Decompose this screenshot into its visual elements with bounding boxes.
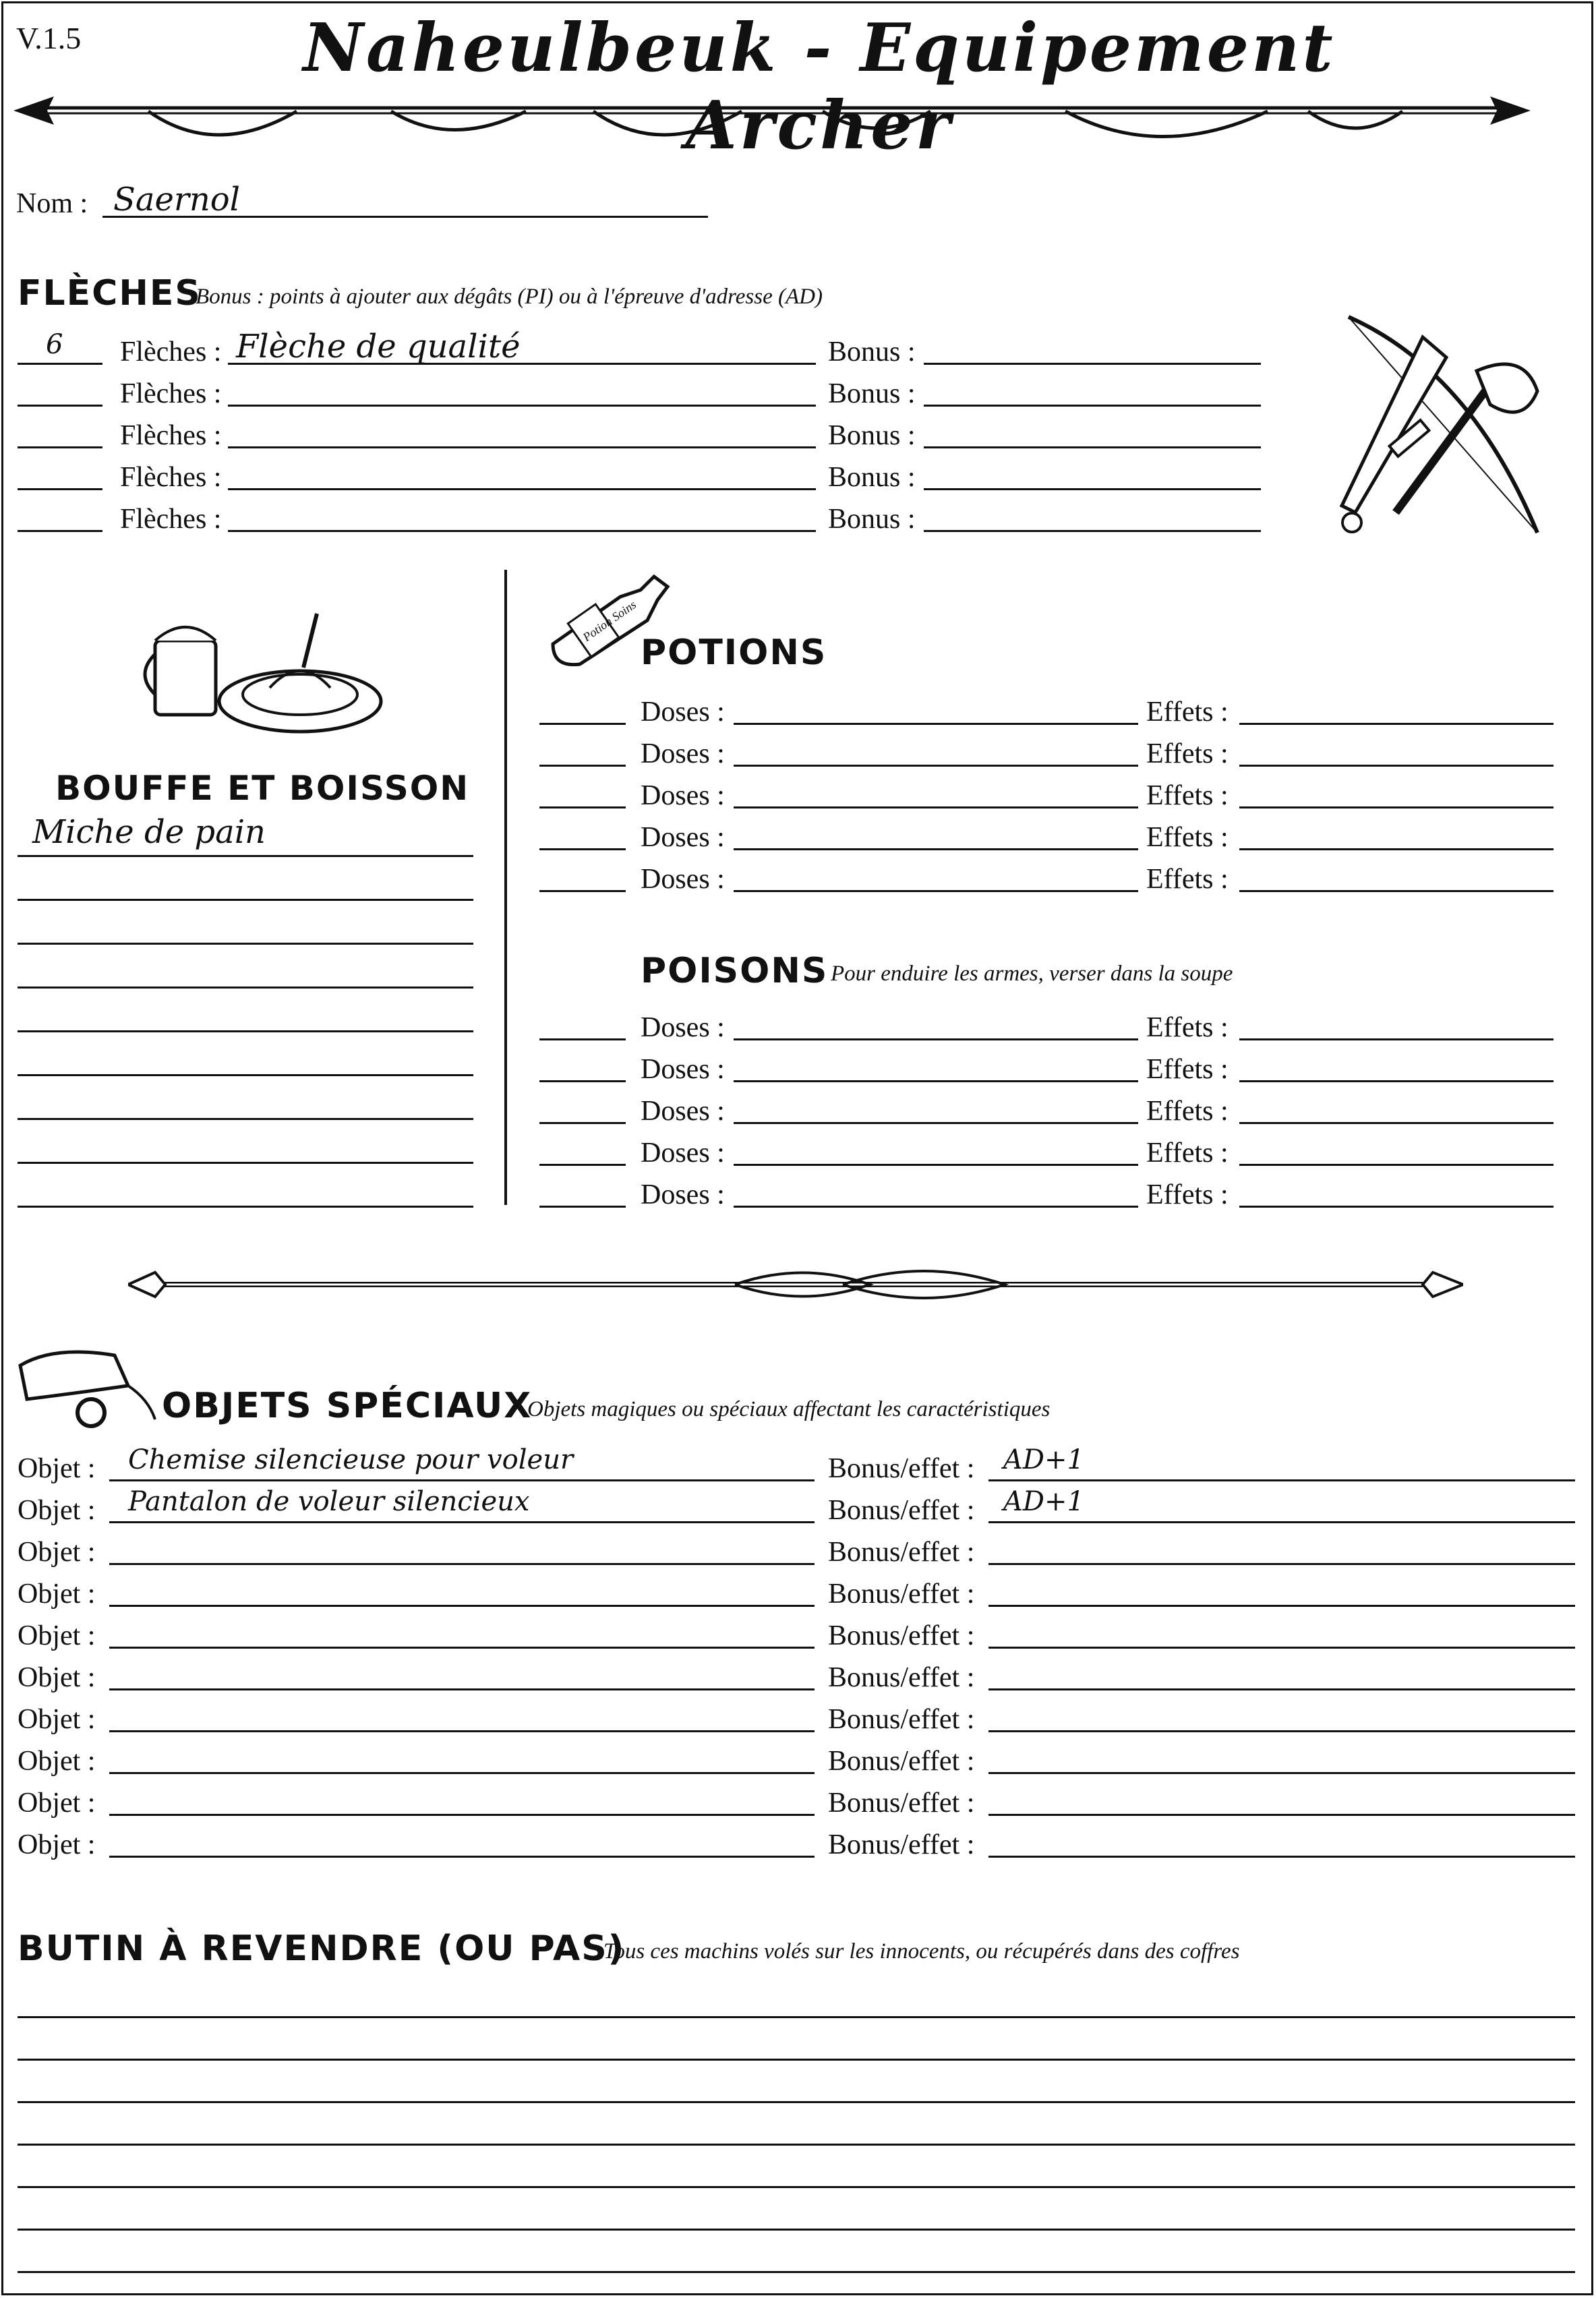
arrow-bonus-field[interactable] xyxy=(924,405,1261,407)
poison-quantity-field[interactable] xyxy=(539,1080,626,1082)
object-effect-label: Bonus/effet : xyxy=(828,1829,975,1860)
object-effect-field[interactable] xyxy=(988,1730,1575,1732)
loot-line[interactable] xyxy=(18,2186,1575,2188)
object-label: Objet : xyxy=(18,1579,96,1610)
poison-effects-label: Effets : xyxy=(1146,1138,1229,1169)
object-field[interactable] xyxy=(109,1479,815,1481)
name-label: Nom : xyxy=(16,188,88,219)
arrow-type-field[interactable] xyxy=(228,405,816,407)
object-field[interactable] xyxy=(109,1772,815,1774)
crossed-weapons-illustration xyxy=(1322,310,1571,553)
loot-line[interactable] xyxy=(18,2271,1575,2273)
loot-line[interactable] xyxy=(18,2059,1575,2061)
potion-doses-label: Doses : xyxy=(641,864,725,895)
object-effect-label: Bonus/effet : xyxy=(828,1495,975,1526)
potion-doses-field[interactable] xyxy=(734,806,1138,808)
arrow-type-field[interactable] xyxy=(228,488,816,490)
potion-effects-label: Effets : xyxy=(1146,780,1229,811)
object-effect-field[interactable] xyxy=(988,1605,1575,1607)
loot-line[interactable] xyxy=(18,2016,1575,2018)
arrow-type-label: Flèches : xyxy=(120,462,222,493)
arrow-quantity-value: 6 xyxy=(46,329,63,360)
arrows-heading: FLÈCHES xyxy=(18,273,202,314)
object-effect-value: AD+1 xyxy=(1003,1486,1084,1517)
page-title: Naheulbeuk - Equipement Archer xyxy=(303,9,1336,165)
special-heading: OBJETS SPÉCIAUX xyxy=(162,1386,533,1426)
poison-doses-label: Doses : xyxy=(641,1012,725,1043)
arrow-quantity-field[interactable] xyxy=(18,363,102,365)
food-line[interactable] xyxy=(18,1162,473,1164)
arrow-bonus-field[interactable] xyxy=(924,363,1261,365)
object-effect-label: Bonus/effet : xyxy=(828,1453,975,1484)
potion-doses-label: Doses : xyxy=(641,822,725,853)
arrow-quantity-field[interactable] xyxy=(18,530,102,532)
potion-doses-field[interactable] xyxy=(734,765,1138,767)
potions-heading: POTIONS xyxy=(641,632,827,673)
object-effect-field[interactable] xyxy=(988,1647,1575,1649)
arrow-bonus-label: Bonus : xyxy=(828,336,916,367)
potion-quantity-field[interactable] xyxy=(539,806,626,808)
loot-line[interactable] xyxy=(18,2101,1575,2103)
object-value: Chemise silencieuse pour voleur xyxy=(128,1444,574,1475)
object-label: Objet : xyxy=(18,1704,96,1735)
poison-effects-label: Effets : xyxy=(1146,1012,1229,1043)
poison-effects-field[interactable] xyxy=(1239,1164,1554,1166)
potion-doses-label: Doses : xyxy=(641,780,725,811)
arrow-type-field[interactable] xyxy=(228,530,816,532)
object-label: Objet : xyxy=(18,1662,96,1693)
scroll-and-ring-icon xyxy=(13,1338,162,1433)
object-effect-label: Bonus/effet : xyxy=(828,1788,975,1819)
poison-quantity-field[interactable] xyxy=(539,1038,626,1040)
poison-doses-label: Doses : xyxy=(641,1179,725,1210)
object-field[interactable] xyxy=(109,1521,815,1523)
poison-effects-field[interactable] xyxy=(1239,1122,1554,1124)
poison-doses-field[interactable] xyxy=(734,1206,1138,1208)
potion-quantity-field[interactable] xyxy=(539,723,626,725)
object-field[interactable] xyxy=(109,1647,815,1649)
object-effect-label: Bonus/effet : xyxy=(828,1579,975,1610)
object-label: Objet : xyxy=(18,1746,96,1777)
object-value: Pantalon de voleur silencieux xyxy=(128,1486,530,1517)
arrow-type-label: Flèches : xyxy=(120,378,222,409)
arrow-type-label: Flèches : xyxy=(120,504,222,535)
food-line[interactable] xyxy=(18,1118,473,1120)
potion-doses-field[interactable] xyxy=(734,848,1138,850)
arrow-type-value: Flèche de qualité xyxy=(236,328,521,365)
object-label: Objet : xyxy=(18,1495,96,1526)
loot-heading: BUTIN À REVENDRE (OU PAS) xyxy=(18,1928,626,1969)
potion-quantity-field[interactable] xyxy=(539,890,626,892)
object-field[interactable] xyxy=(109,1563,815,1565)
object-label: Objet : xyxy=(18,1537,96,1568)
arrow-quantity-field[interactable] xyxy=(18,446,102,448)
object-effect-field[interactable] xyxy=(988,1521,1575,1523)
food-item: Miche de pain xyxy=(32,813,266,851)
loot-line[interactable] xyxy=(18,2229,1575,2231)
arrow-bonus-label: Bonus : xyxy=(828,378,916,409)
potion-effects-field[interactable] xyxy=(1239,890,1554,892)
object-effect-label: Bonus/effet : xyxy=(828,1704,975,1735)
arrow-quantity-field[interactable] xyxy=(18,488,102,490)
food-line[interactable] xyxy=(18,899,473,901)
object-effect-field[interactable] xyxy=(988,1814,1575,1816)
arrow-bonus-field[interactable] xyxy=(924,446,1261,448)
poisons-heading: POISONS xyxy=(641,951,829,991)
arrow-bonus-label: Bonus : xyxy=(828,462,916,493)
potion-effects-label: Effets : xyxy=(1146,738,1229,769)
food-line[interactable] xyxy=(18,1030,473,1032)
name-value: Saernol xyxy=(113,181,241,218)
special-subtitle: Objets magiques ou spéciaux affectant les caractéristiques xyxy=(527,1397,1051,1421)
potion-effects-label: Effets : xyxy=(1146,822,1229,853)
object-effect-field[interactable] xyxy=(988,1688,1575,1690)
object-field[interactable] xyxy=(109,1814,815,1816)
poison-doses-label: Doses : xyxy=(641,1054,725,1085)
food-and-drink-illustration xyxy=(135,600,384,742)
potion-quantity-field[interactable] xyxy=(539,848,626,850)
potion-doses-label: Doses : xyxy=(641,697,725,728)
arrows-subtitle: Bonus : points à ajouter aux dégâts (PI) ou à l'épreuve d'adresse (AD) xyxy=(196,285,823,309)
object-effect-field[interactable] xyxy=(988,1563,1575,1565)
potion-doses-field[interactable] xyxy=(734,890,1138,892)
poison-doses-field[interactable] xyxy=(734,1080,1138,1082)
poison-effects-label: Effets : xyxy=(1146,1096,1229,1127)
poison-quantity-field[interactable] xyxy=(539,1206,626,1208)
potion-quantity-field[interactable] xyxy=(539,765,626,767)
loot-line[interactable] xyxy=(18,2144,1575,2146)
poison-quantity-field[interactable] xyxy=(539,1164,626,1166)
object-label: Objet : xyxy=(18,1788,96,1819)
object-field[interactable] xyxy=(109,1688,815,1690)
object-label: Objet : xyxy=(18,1453,96,1484)
potion-doses-label: Doses : xyxy=(641,738,725,769)
arrow-quantity-field[interactable] xyxy=(18,405,102,407)
poison-doses-label: Doses : xyxy=(641,1096,725,1127)
food-line[interactable] xyxy=(18,943,473,945)
object-field[interactable] xyxy=(109,1605,815,1607)
food-heading: BOUFFE ET BOISSON xyxy=(55,769,470,808)
object-effect-field[interactable] xyxy=(988,1479,1575,1481)
food-line[interactable] xyxy=(18,1206,473,1208)
object-effect-label: Bonus/effet : xyxy=(828,1662,975,1693)
poison-effects-label: Effets : xyxy=(1146,1179,1229,1210)
svg-text:Potion Soins: Potion Soins xyxy=(580,597,639,645)
potion-effects-label: Effets : xyxy=(1146,697,1229,728)
object-label: Objet : xyxy=(18,1829,96,1860)
poison-effects-field[interactable] xyxy=(1239,1038,1554,1040)
arrow-bonus-label: Bonus : xyxy=(828,420,916,451)
potion-effects-field[interactable] xyxy=(1239,723,1554,725)
object-effect-label: Bonus/effet : xyxy=(828,1746,975,1777)
poison-effects-field[interactable] xyxy=(1239,1206,1554,1208)
food-line[interactable] xyxy=(18,1074,473,1076)
top-arrow-ornament xyxy=(13,84,1531,152)
poison-doses-field[interactable] xyxy=(734,1122,1138,1124)
arrow-bonus-label: Bonus : xyxy=(828,504,916,535)
object-label: Objet : xyxy=(18,1620,96,1651)
object-effect-field[interactable] xyxy=(988,1772,1575,1774)
object-effect-value: AD+1 xyxy=(1003,1444,1084,1475)
food-line[interactable] xyxy=(18,986,473,989)
potion-effects-field[interactable] xyxy=(1239,848,1554,850)
potion-effects-field[interactable] xyxy=(1239,806,1554,808)
poison-effects-label: Effets : xyxy=(1146,1054,1229,1085)
section-divider xyxy=(504,570,507,1205)
object-field[interactable] xyxy=(109,1856,815,1858)
arrow-type-label: Flèches : xyxy=(120,336,222,367)
potion-effects-field[interactable] xyxy=(1239,765,1554,767)
poison-doses-field[interactable] xyxy=(734,1038,1138,1040)
arrow-type-field[interactable] xyxy=(228,446,816,448)
poison-quantity-field[interactable] xyxy=(539,1122,626,1124)
loot-subtitle: Tous ces machins volés sur les innocents, ou récupérés dans des coffres xyxy=(603,1939,1240,1964)
poison-effects-field[interactable] xyxy=(1239,1080,1554,1082)
potion-doses-field[interactable] xyxy=(734,723,1138,725)
poison-doses-label: Doses : xyxy=(641,1138,725,1169)
arrow-bonus-field[interactable] xyxy=(924,530,1261,532)
staff-ornament xyxy=(128,1258,1463,1312)
food-line[interactable] xyxy=(18,855,473,857)
object-effect-label: Bonus/effet : xyxy=(828,1620,975,1651)
object-field[interactable] xyxy=(109,1730,815,1732)
arrow-type-label: Flèches : xyxy=(120,420,222,451)
arrow-bonus-field[interactable] xyxy=(924,488,1261,490)
object-effect-label: Bonus/effet : xyxy=(828,1537,975,1568)
potion-effects-label: Effets : xyxy=(1146,864,1229,895)
poisons-subtitle: Pour enduire les armes, verser dans la soupe xyxy=(831,962,1233,986)
object-effect-field[interactable] xyxy=(988,1856,1575,1858)
version-label: V.1.5 xyxy=(16,21,82,55)
poison-doses-field[interactable] xyxy=(734,1164,1138,1166)
